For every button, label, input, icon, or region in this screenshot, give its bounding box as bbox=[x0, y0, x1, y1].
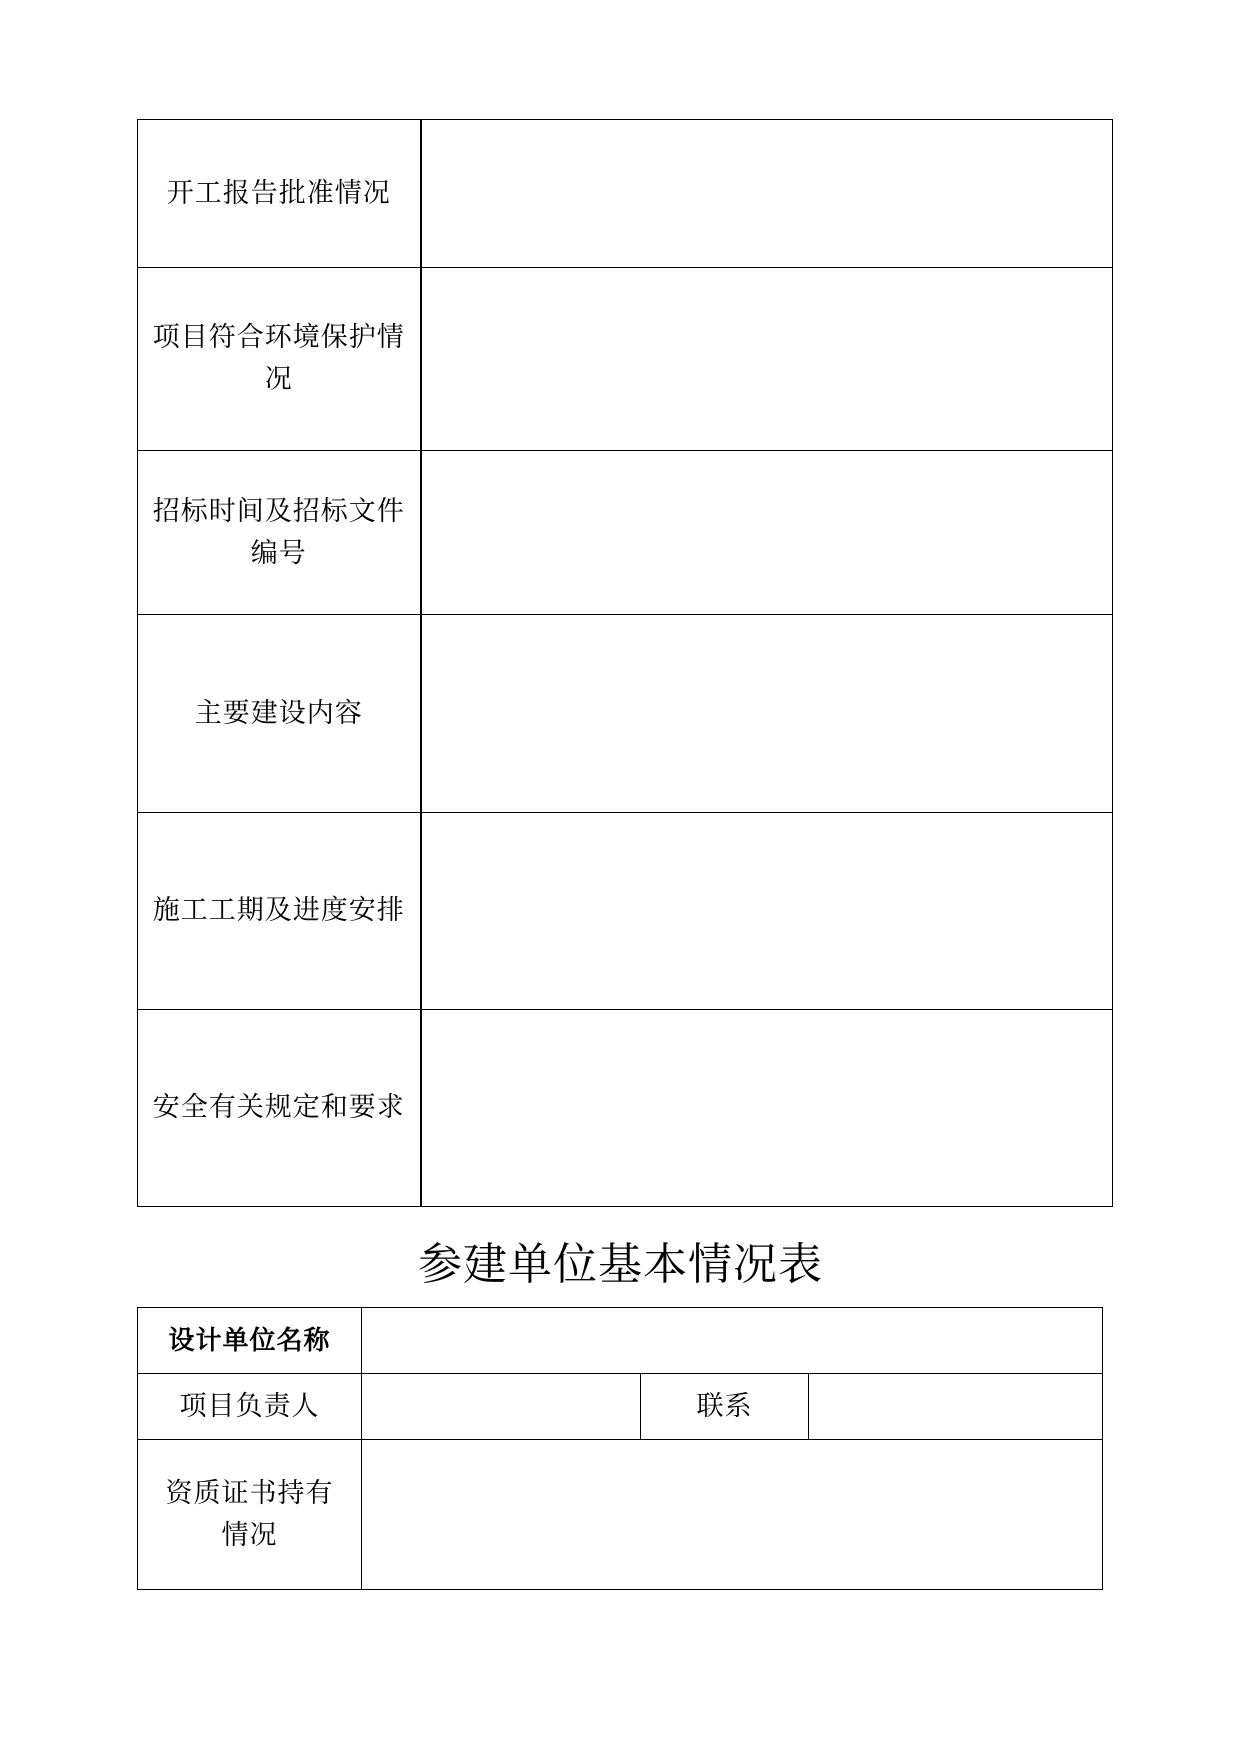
contact-value[interactable] bbox=[809, 1374, 1103, 1440]
table-row bbox=[138, 1374, 1103, 1440]
project-lead-value[interactable] bbox=[362, 1374, 641, 1440]
table-row bbox=[138, 120, 1113, 268]
row-value-safety[interactable] bbox=[421, 1010, 1113, 1207]
row-label-environment: 项目符合环境保护情况 bbox=[138, 268, 421, 451]
qualification-value[interactable] bbox=[362, 1440, 1103, 1590]
table-row bbox=[138, 1308, 1103, 1374]
section-title: 参建单位基本情况表 bbox=[418, 1239, 823, 1290]
row-value-schedule[interactable] bbox=[421, 813, 1113, 1010]
row-value-start-report[interactable] bbox=[421, 120, 1113, 268]
design-unit-label: 设计单位名称 bbox=[138, 1308, 362, 1374]
table-row bbox=[138, 1440, 1103, 1590]
qualification-label: 资质证书持有情况 bbox=[138, 1440, 362, 1590]
table-row bbox=[138, 268, 1113, 451]
row-value-tender[interactable] bbox=[421, 451, 1113, 615]
row-value-environment[interactable] bbox=[421, 268, 1113, 451]
project-info-table bbox=[137, 119, 1113, 1207]
row-label-safety: 安全有关规定和要求 bbox=[138, 1010, 421, 1207]
table-row bbox=[138, 451, 1113, 615]
table-row bbox=[138, 1010, 1113, 1207]
table-row bbox=[138, 813, 1113, 1010]
table-row bbox=[138, 615, 1113, 813]
row-value-main-content[interactable] bbox=[421, 615, 1113, 813]
participant-unit-table bbox=[137, 1307, 1103, 1590]
row-label-tender: 招标时间及招标文件编号 bbox=[138, 451, 421, 615]
contact-label: 联系 bbox=[641, 1374, 809, 1440]
row-label-schedule: 施工工期及进度安排 bbox=[138, 813, 421, 1010]
row-label-start-report: 开工报告批准情况 bbox=[138, 120, 421, 268]
row-label-main-content: 主要建设内容 bbox=[138, 615, 421, 813]
project-lead-label: 项目负责人 bbox=[138, 1374, 362, 1440]
design-unit-value[interactable] bbox=[362, 1308, 1103, 1374]
